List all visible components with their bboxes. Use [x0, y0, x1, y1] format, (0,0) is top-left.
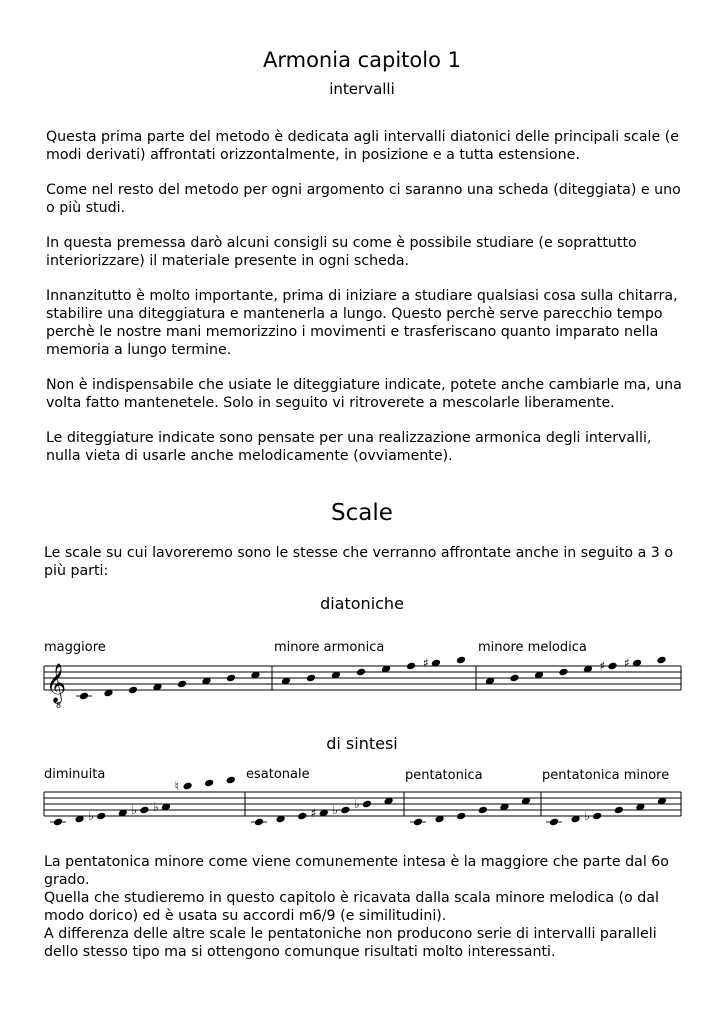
accidental-icon: ♭: [354, 797, 360, 811]
paragraph-fingering: Innanzitutto è molto importante, prima di iniziare a studiare qualsiasi cosa sulla chitarra, stabilire una diteggiatura e mantenerla a lungo. Questo perchè serve parecchio tempo perchè le nostre mani memorizzino i movimenti e trasferiscano quanto imparato nella memoria a lungo termine.: [46, 288, 678, 358]
note-head: [607, 662, 617, 671]
accidental-icon: ♭: [131, 803, 138, 817]
label-minore-melodica: minore melodica: [478, 640, 587, 655]
accidental-icon: ♯: [624, 656, 630, 670]
diatonic-heading: diatoniche: [320, 594, 404, 613]
label-minore-armonica: minore armonica: [274, 640, 385, 655]
paragraph-intro: Questa prima parte del metodo è dedicata agli intervalli diatonici delle principali scale (e modi derivati) affrontati orizzontalmente, in posizione e a tutta estensione.: [46, 129, 679, 163]
label-diminuita: diminuita: [44, 767, 106, 782]
note-head: [306, 674, 316, 683]
note-head: [340, 806, 350, 815]
note-head: [413, 818, 423, 827]
synthetic-heading: di sintesi: [326, 734, 398, 753]
note-head: [656, 656, 666, 665]
accidental-icon: ♯: [423, 656, 429, 670]
note-head: [96, 812, 106, 821]
note-head: [592, 812, 602, 821]
note-head: [558, 668, 568, 677]
note-head: [204, 779, 214, 788]
paragraph-method: Come nel resto del metodo per ogni argomento ci saranno una scheda (diteggiata) e uno o più studi.: [46, 182, 681, 216]
note-head: [53, 818, 63, 827]
note-head: [128, 686, 138, 695]
note-head: [478, 806, 488, 815]
label-maggiore: maggiore: [44, 640, 106, 655]
staff-diatonic: [0, 656, 724, 720]
clef-octave-mark: 8: [56, 701, 62, 710]
accidental-icon: ♭: [332, 803, 339, 817]
paragraph-premise: In questa premessa darò alcuni consigli su come è possibile studiare (e soprattutto interiorizzare) il materiale presente in ogni scheda.: [46, 235, 637, 269]
note-head: [362, 800, 372, 809]
note-head: [139, 806, 149, 815]
closing-differences: A differenza delle altre scale le pentatoniche non producono serie di intervalli paralleli dello stesso tipo ma si ottengono comunque risultati molto interessanti.: [44, 926, 657, 960]
accidental-icon: ♯: [310, 806, 317, 820]
accidental-icon: ♯: [599, 659, 606, 673]
staff-synthetic: [0, 779, 724, 838]
note-head: [182, 782, 192, 791]
note-head: [509, 674, 519, 683]
closing-pentatonic-minor: La pentatonica minore come viene comunemente intesa è la maggiore che parte dal 6o grado.: [44, 854, 669, 888]
accidental-icon: ♭: [88, 809, 94, 823]
note-head: [549, 818, 559, 827]
note-head: [406, 662, 416, 671]
note-head: [456, 656, 466, 665]
note-head: [177, 680, 187, 689]
page-subtitle: intervalli: [329, 80, 395, 98]
label-pentatonica-minore: pentatonica minore: [542, 768, 670, 783]
note-head: [356, 668, 366, 677]
accidental-icon: ♭: [584, 809, 590, 823]
note-head: [297, 812, 307, 821]
note-head: [226, 776, 236, 785]
note-head: [254, 818, 264, 827]
scale-heading: Scale: [331, 500, 393, 526]
closing-source-scale: Quella che studieremo in questo capitolo è ricavata dalla scala minore melodica (o dal modo dorico) ed è usata su accordi m6/9 (e similitudini).: [44, 890, 659, 924]
label-pentatonica: pentatonica: [405, 768, 483, 783]
accidental-icon: ♮: [174, 779, 179, 793]
note-head: [226, 674, 236, 683]
note-head: [614, 806, 624, 815]
accidental-icon: ♭: [153, 800, 159, 814]
paragraph-harmonic: Le diteggiature indicate sono pensate per una realizzazione armonica degli intervalli, nulla vieta di usarle anche melodicamente (ovviamente).: [46, 430, 652, 464]
note-head: [79, 692, 89, 701]
label-esatonale: esatonale: [246, 767, 310, 782]
note-head: [456, 812, 466, 821]
treble-clef-icon: 𝄞: [46, 663, 67, 703]
paragraph-alternatives: Non è indispensabile che usiate le diteggiature indicate, potete anche cambiarle ma, una volta fatto mantenetele. Solo in seguito vi ritroverete a mescolarle liberamente.: [46, 377, 682, 411]
scale-intro: Le scale su cui lavoreremo sono le stesse che verranno affrontate anche in seguito a 3 o più parti:: [44, 545, 674, 579]
page-title: Armonia capitolo 1: [262, 48, 461, 72]
